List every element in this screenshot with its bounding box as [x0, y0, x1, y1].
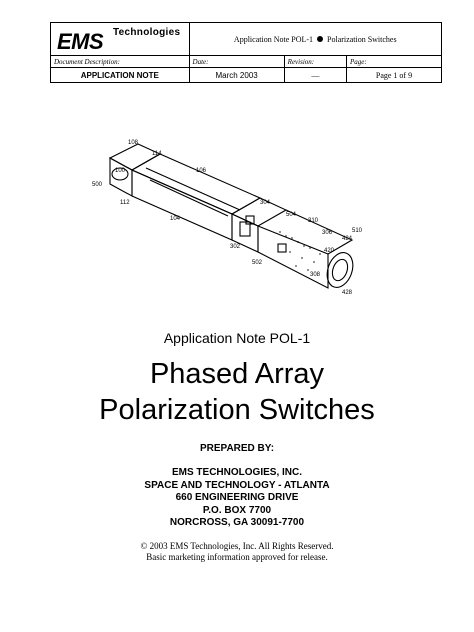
date-value: March 2003 — [189, 68, 284, 83]
callout: 302 — [230, 244, 241, 250]
revision-label: Revision: — [284, 56, 346, 68]
callout: 510 — [352, 228, 363, 234]
address-line: P.O. BOX 7700 — [202, 504, 272, 516]
address-line: 660 ENGINEERING DRIVE — [175, 492, 299, 503]
polarization-switch-drawing — [90, 128, 390, 308]
page-value: Page 1 of 9 — [346, 68, 441, 83]
callout: 104 — [170, 216, 181, 222]
revision-value: — — [284, 68, 346, 83]
callout: 304 — [260, 200, 271, 206]
description-value: APPLICATION NOTE — [51, 68, 190, 83]
callout: 306 — [322, 230, 333, 236]
callout: 502 — [252, 260, 263, 266]
callout: 500 — [92, 182, 103, 188]
header-title-right: Polarization Switches — [327, 34, 397, 44]
document-title-line1: Phased Array — [149, 358, 325, 390]
address-line: NORCROSS, GA 30091-7700 — [169, 517, 305, 528]
document-subtitle: Application Note POL-1 — [163, 330, 311, 346]
address-line: SPACE AND TECHNOLOGY - ATLANTA — [144, 479, 330, 491]
callout: 112 — [120, 200, 130, 206]
callout: 308 — [310, 272, 321, 278]
company-logo — [51, 23, 190, 56]
callout: 424 — [342, 236, 353, 242]
callout-labels — [92, 140, 363, 296]
address-line: EMS TECHNOLOGIES, INC. — [171, 467, 302, 478]
copyright-notice — [0, 541, 474, 563]
header-title-left: Application Note POL-1 — [233, 34, 314, 44]
callout: 504 — [286, 212, 297, 218]
copyright-line: © 2003 EMS Technologies, Inc. All Rights Reserved. — [140, 541, 334, 551]
company-address — [0, 467, 474, 530]
callout: 114 — [152, 151, 162, 157]
logo-technologies-text: Technologies — [113, 27, 181, 38]
connector-block — [278, 244, 286, 252]
release-line: Basic marketing information approved for release. — [146, 552, 328, 562]
callout: 428 — [342, 290, 353, 296]
document-title-line2: Polarization Switches — [99, 394, 375, 426]
logo-ems-text: EMS — [57, 29, 104, 54]
body-front — [132, 170, 232, 240]
page-label: Page: — [346, 56, 441, 68]
description-label: Document Description: — [51, 56, 190, 68]
end-block-top — [110, 144, 160, 170]
callout: 106 — [196, 168, 207, 174]
document-header — [50, 22, 442, 83]
cylinder-body — [258, 226, 328, 288]
date-label: Date: — [189, 56, 284, 68]
callout: 108 — [128, 140, 139, 146]
header-title — [189, 23, 441, 56]
callout: 310 — [308, 218, 319, 224]
bullet-icon — [317, 36, 323, 42]
callout: 420 — [324, 248, 335, 254]
prepared-by-heading: PREPARED BY: — [199, 443, 275, 454]
callout: 100 — [115, 168, 126, 174]
